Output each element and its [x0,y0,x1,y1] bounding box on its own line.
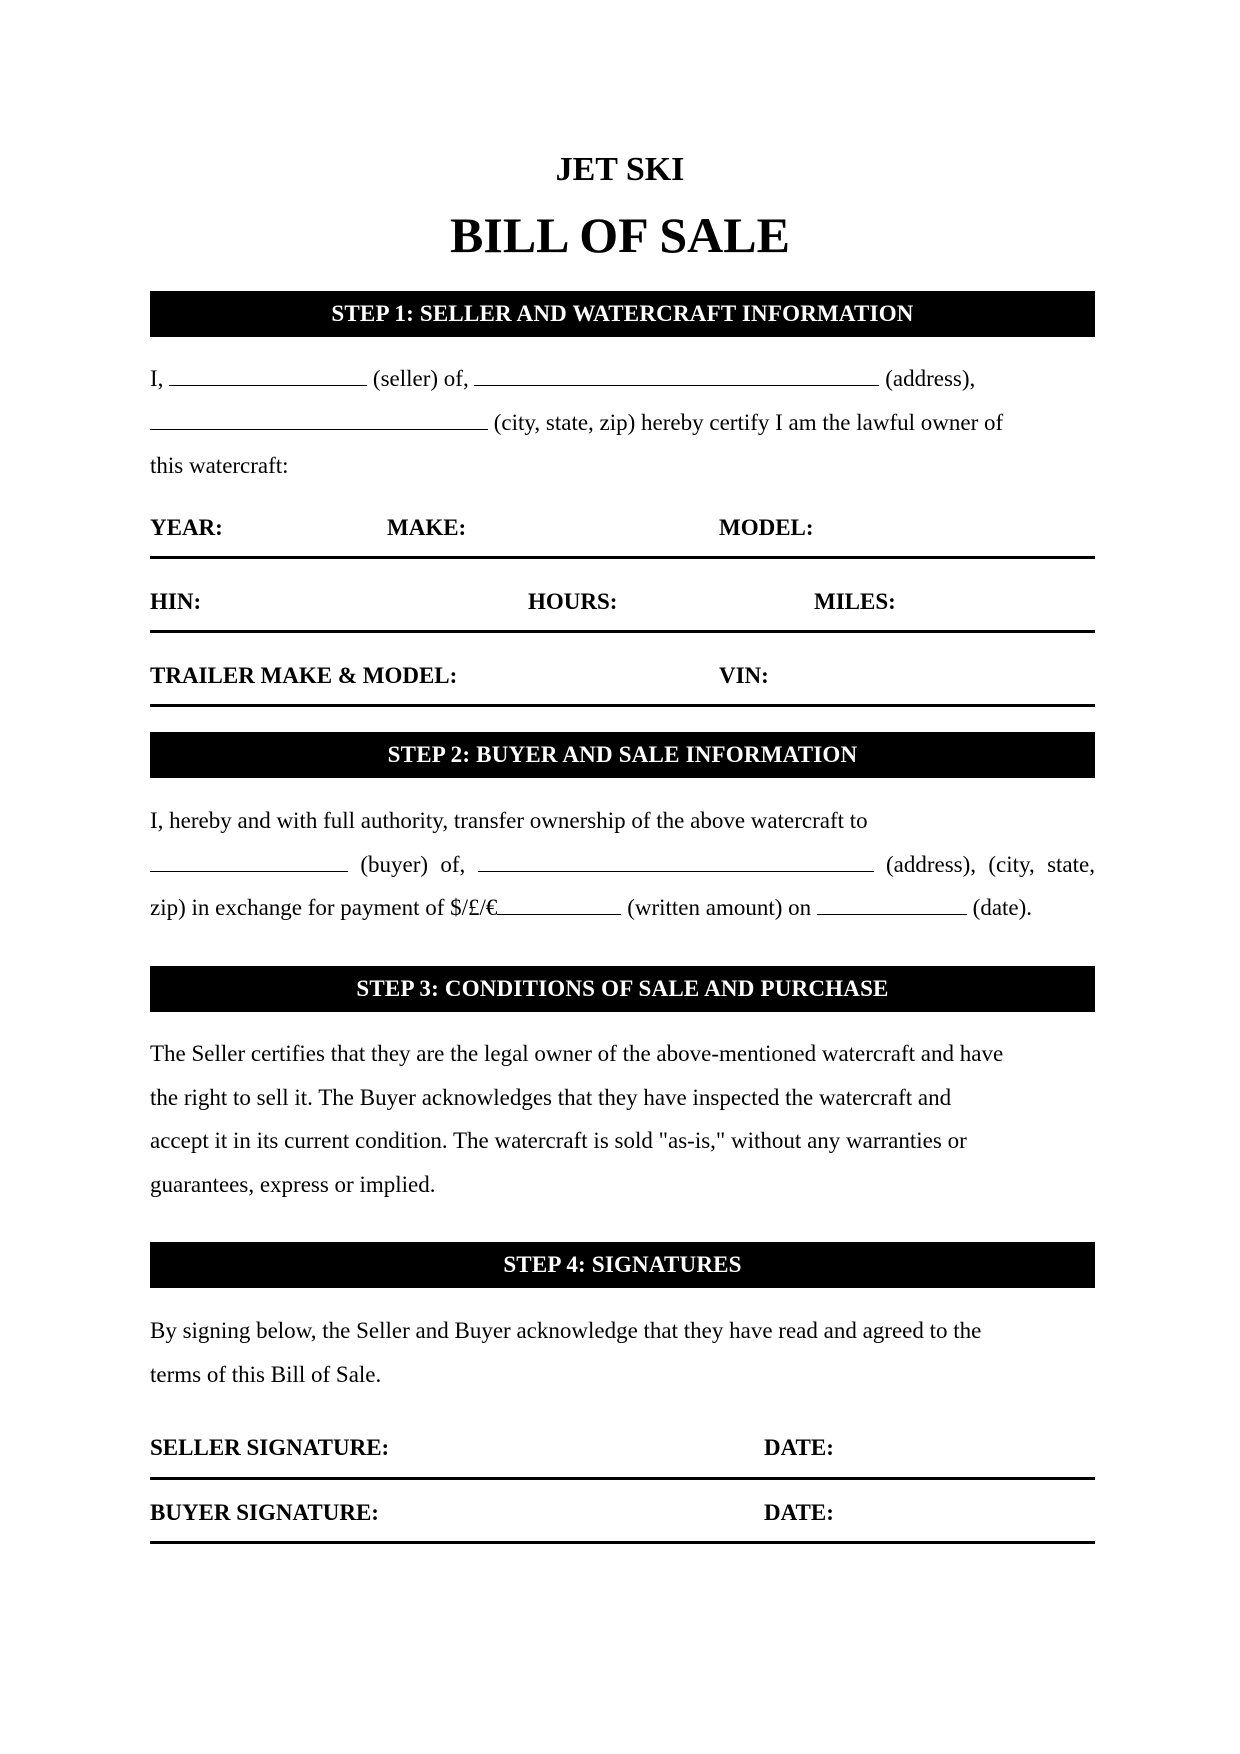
step3-paragraph [150,1032,1095,1206]
seller-signature-label: SELLER SIGNATURE: [150,1435,390,1460]
step2-header: STEP 2: BUYER AND SALE INFORMATION [150,732,1095,778]
step3-line-3: accept it in its current condition. The watercraft is sold "as-is," without any warranties or [150,1128,967,1153]
step1-paragraph [150,357,1095,488]
seller-date-label: DATE: [764,1435,834,1460]
seller-city-state-zip-blank[interactable] [150,403,488,430]
model-label: MODEL: [719,515,814,540]
vin-label: VIN: [719,663,769,688]
step4-paragraph [150,1309,1095,1396]
make-label: MAKE: [387,515,467,540]
buyer-address-blank[interactable] [478,845,874,872]
step4-header: STEP 4: SIGNATURES [150,1242,1095,1288]
seller-signature-line[interactable] [150,1477,1095,1480]
step2-text-payment: zip) in exchange for payment of $/£/€ [150,895,498,920]
step2-text-written-amount: (written amount) on [627,895,812,920]
step3-line-2: the right to sell it. The Buyer acknowledges that they have inspected the watercraft and [150,1084,952,1110]
step2-paragraph [150,799,1095,930]
miles-label: MILES: [814,589,896,614]
step2-text-date: (date). [972,895,1033,920]
seller-address-blank[interactable] [474,359,879,386]
watercraft-row-1 [150,508,1095,548]
watercraft-row-3 [150,656,1095,696]
buyer-name-blank[interactable] [150,845,348,872]
step1-text-certify: (city, state, zip) hereby certify I am the lawful owner of [493,409,1004,435]
step1-line-1 [150,357,1095,401]
step2-line-2 [150,843,1095,887]
watercraft-row-3-line[interactable] [150,704,1095,707]
watercraft-row-2 [150,582,1095,622]
step4-line-2: terms of this Bill of Sale. [150,1361,382,1387]
step3-line-4: guarantees, express or implied. [150,1171,436,1197]
document-subtitle: JET SKI [555,151,685,188]
hours-label: HOURS: [528,589,618,614]
seller-name-blank[interactable] [169,359,367,386]
step4-line-1: By signing below, the Seller and Buyer acknowledge that they have read and agreed to the [150,1318,982,1343]
step1-text-i: I, [150,366,164,391]
year-label: YEAR: [150,515,223,540]
buyer-date-label: DATE: [764,1500,834,1525]
document-title: BILL OF SALE [450,207,790,263]
watercraft-row-1-line[interactable] [150,556,1095,559]
buyer-signature-row [150,1493,1095,1533]
step2-line-3 [150,886,1095,930]
buyer-signature-label: BUYER SIGNATURE: [150,1500,379,1525]
step2-line-1: I, hereby and with full authority, transfer ownership of the above watercraft to [150,808,868,833]
step3-line-1: The Seller certifies that they are the legal owner of the above-mentioned watercraft and have [150,1041,1004,1066]
seller-signature-row [150,1428,1095,1468]
step1-line-3: this watercraft: [150,453,289,478]
step2-text-address-city: (address), (city, state, [885,851,1095,877]
step1-text-address: (address), [885,366,976,391]
step1-line-2 [150,401,1095,445]
step1-header: STEP 1: SELLER AND WATERCRAFT INFORMATION [150,291,1095,337]
watercraft-row-2-line[interactable] [150,630,1095,633]
buyer-signature-line[interactable] [150,1541,1095,1544]
step1-text-seller-of: (seller) of, [372,366,469,391]
step2-text-buyer-of: (buyer) of, [360,851,466,877]
step3-header: STEP 3: CONDITIONS OF SALE AND PURCHASE [150,966,1095,1012]
sale-date-blank[interactable] [817,888,967,915]
trailer-make-model-label: TRAILER MAKE & MODEL: [150,663,458,688]
hin-label: HIN: [150,589,202,614]
payment-amount-blank[interactable] [497,888,621,915]
